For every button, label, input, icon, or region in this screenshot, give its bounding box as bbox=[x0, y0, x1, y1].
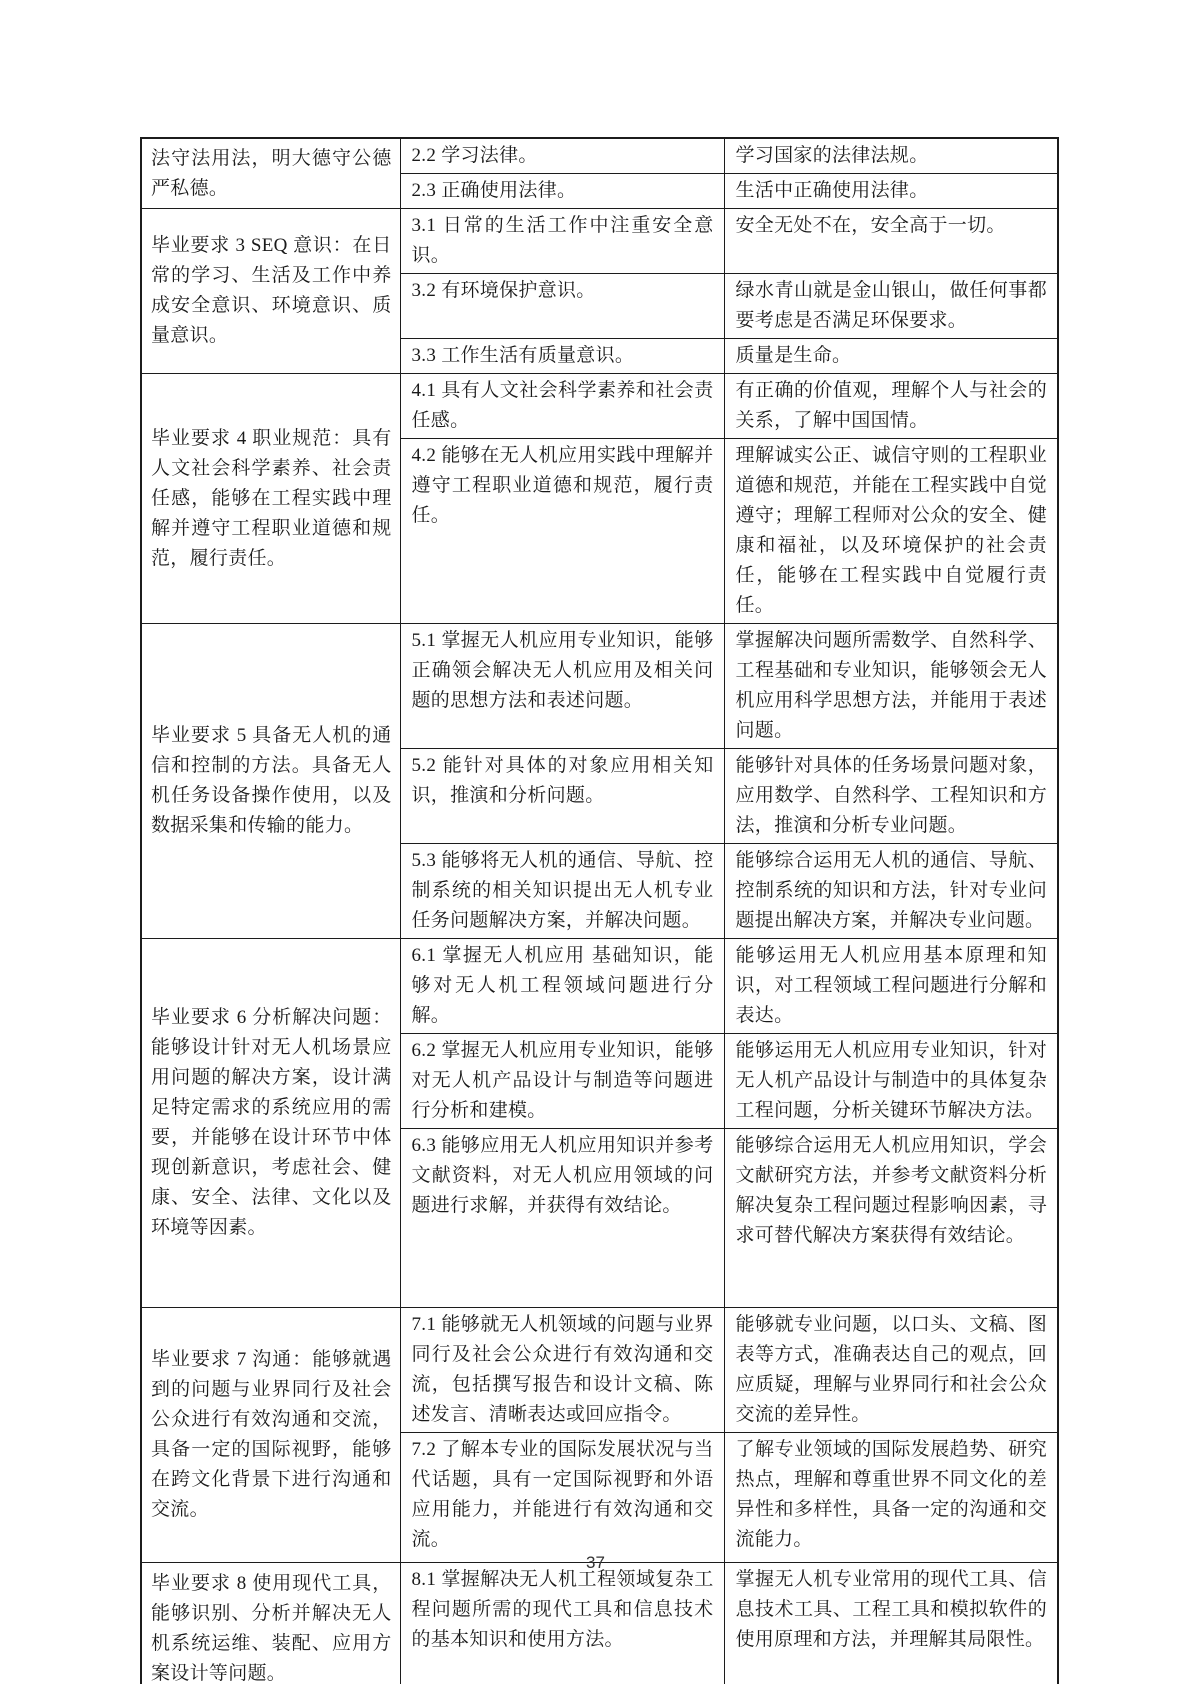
standard-cell: 掌握无人机专业常用的现代工具、信息技术工具、工程工具和模拟软件的使用原理和方法，并理解其局限性。 bbox=[724, 1563, 1058, 1684]
requirement-cell: 法守法用法，明大德守公德严私德。 bbox=[141, 138, 400, 209]
indicator-cell: 6.1 掌握无人机应用 基础知识，能够对无人机工程领域问题进行分解。 bbox=[400, 939, 724, 1034]
indicator-cell: 3.2 有环境保护意识。 bbox=[400, 274, 724, 339]
page-number: 37 bbox=[586, 1553, 605, 1572]
standard-cell: 能够运用无人机应用专业知识，针对无人机产品设计与制造中的具体复杂工程问题，分析关键环节解决方法。 bbox=[724, 1034, 1058, 1129]
standard-cell: 安全无处不在，安全高于一切。 bbox=[724, 209, 1058, 274]
requirement-cell: 毕业要求 6 分析解决问题：能够设计针对无人机场景应用问题的解决方案，设计满足特定需求的系统应用的需要，并能够在设计环节中体现创新意识，考虑社会、健康、安全、法律、文化以及环境等因素。 bbox=[141, 939, 400, 1308]
indicator-cell: 5.2 能针对具体的对象应用相关知识，推演和分析问题。 bbox=[400, 749, 724, 844]
standard-cell: 掌握解决问题所需数学、自然科学、工程基础和专业知识，能够领会无人机应用科学思想方法，并能用于表述问题。 bbox=[724, 624, 1058, 749]
indicator-cell: 6.2 掌握无人机应用专业知识，能够对无人机产品设计与制造等问题进行分析和建模。 bbox=[400, 1034, 724, 1129]
graduation-requirements-table bbox=[140, 137, 1059, 1684]
standard-cell: 质量是生命。 bbox=[724, 339, 1058, 374]
indicator-cell: 7.1 能够就无人机领域的问题与业界同行及社会公众进行有效沟通和交流，包括撰写报告和设计文稿、陈述发言、清晰表达或回应指令。 bbox=[400, 1308, 724, 1433]
requirement-cell: 毕业要求 3 SEQ 意识：在日常的学习、生活及工作中养成安全意识、环境意识、质量意识。 bbox=[141, 209, 400, 374]
requirement-cell: 毕业要求 7 沟通：能够就遇到的问题与业界同行及社会公众进行有效沟通和交流，具备一定的国际视野，能够在跨文化背景下进行沟通和交流。 bbox=[141, 1308, 400, 1563]
indicator-cell: 2.2 学习法律。 bbox=[400, 138, 724, 174]
indicator-cell: 8.1 掌握解决无人机工程领域复杂工程问题所需的现代工具和信息技术的基本知识和使用方法。 bbox=[400, 1563, 724, 1684]
standard-cell: 能够运用无人机应用基本原理和知识，对工程领域工程问题进行分解和表达。 bbox=[724, 939, 1058, 1034]
standard-cell: 能够就专业问题，以口头、文稿、图表等方式，准确表达自己的观点，回应质疑，理解与业界同行和社会公众交流的差异性。 bbox=[724, 1308, 1058, 1433]
standard-cell: 能够综合运用无人机的通信、导航、控制系统的知识和方法，针对专业问题提出解决方案，并解决专业问题。 bbox=[724, 844, 1058, 939]
indicator-cell: 2.3 正确使用法律。 bbox=[400, 174, 724, 209]
standard-cell: 了解专业领域的国际发展趋势、研究热点，理解和尊重世界不同文化的差异性和多样性，具备一定的沟通和交流能力。 bbox=[724, 1433, 1058, 1563]
standard-cell: 生活中正确使用法律。 bbox=[724, 174, 1058, 209]
indicator-cell: 6.3 能够应用无人机应用知识并参考文献资料，对无人机应用领域的问题进行求解，并获得有效结论。 bbox=[400, 1129, 724, 1308]
standard-cell: 绿水青山就是金山银山，做任何事都要考虑是否满足环保要求。 bbox=[724, 274, 1058, 339]
indicator-cell: 5.1 掌握无人机应用专业知识，能够正确领会解决无人机应用及相关问题的思想方法和表述问题。 bbox=[400, 624, 724, 749]
indicator-cell: 3.3 工作生活有质量意识。 bbox=[400, 339, 724, 374]
requirement-cell: 毕业要求 5 具备无人机的通信和控制的方法。具备无人机任务设备操作使用，以及数据采集和传输的能力。 bbox=[141, 624, 400, 939]
indicator-cell: 3.1 日常的生活工作中注重安全意识。 bbox=[400, 209, 724, 274]
standard-cell: 能够综合运用无人机应用知识，学会文献研究方法，并参考文献资料分析解决复杂工程问题过程影响因素，寻求可替代解决方案获得有效结论。 bbox=[724, 1129, 1058, 1308]
indicator-cell: 4.2 能够在无人机应用实践中理解并遵守工程职业道德和规范，履行责任。 bbox=[400, 439, 724, 624]
standard-cell: 理解诚实公正、诚信守则的工程职业道德和规范，并能在工程实践中自觉遵守；理解工程师对公众的安全、健康和福祉，以及环境保护的社会责任，能够在工程实践中自觉履行责任。 bbox=[724, 439, 1058, 624]
indicator-cell: 7.2 了解本专业的国际发展状况与当代话题，具有一定国际视野和外语应用能力，并能进行有效沟通和交流。 bbox=[400, 1433, 724, 1563]
standard-cell: 有正确的价值观，理解个人与社会的关系，了解中国国情。 bbox=[724, 374, 1058, 439]
indicator-cell: 4.1 具有人文社会科学素养和社会责任感。 bbox=[400, 374, 724, 439]
standard-cell: 学习国家的法律法规。 bbox=[724, 138, 1058, 174]
requirement-cell: 毕业要求 4 职业规范：具有人文社会科学素养、社会责任感，能够在工程实践中理解并遵守工程职业道德和规范，履行责任。 bbox=[141, 374, 400, 624]
indicator-cell: 5.3 能够将无人机的通信、导航、控制系统的相关知识提出无人机专业任务问题解决方案，并解决问题。 bbox=[400, 844, 724, 939]
requirement-cell: 毕业要求 8 使用现代工具，能够识别、分析并解决无人机系统运维、装配、应用方案设计等问题。 bbox=[141, 1563, 400, 1684]
standard-cell: 能够针对具体的任务场景问题对象，应用数学、自然科学、工程知识和方法，推演和分析专业问题。 bbox=[724, 749, 1058, 844]
